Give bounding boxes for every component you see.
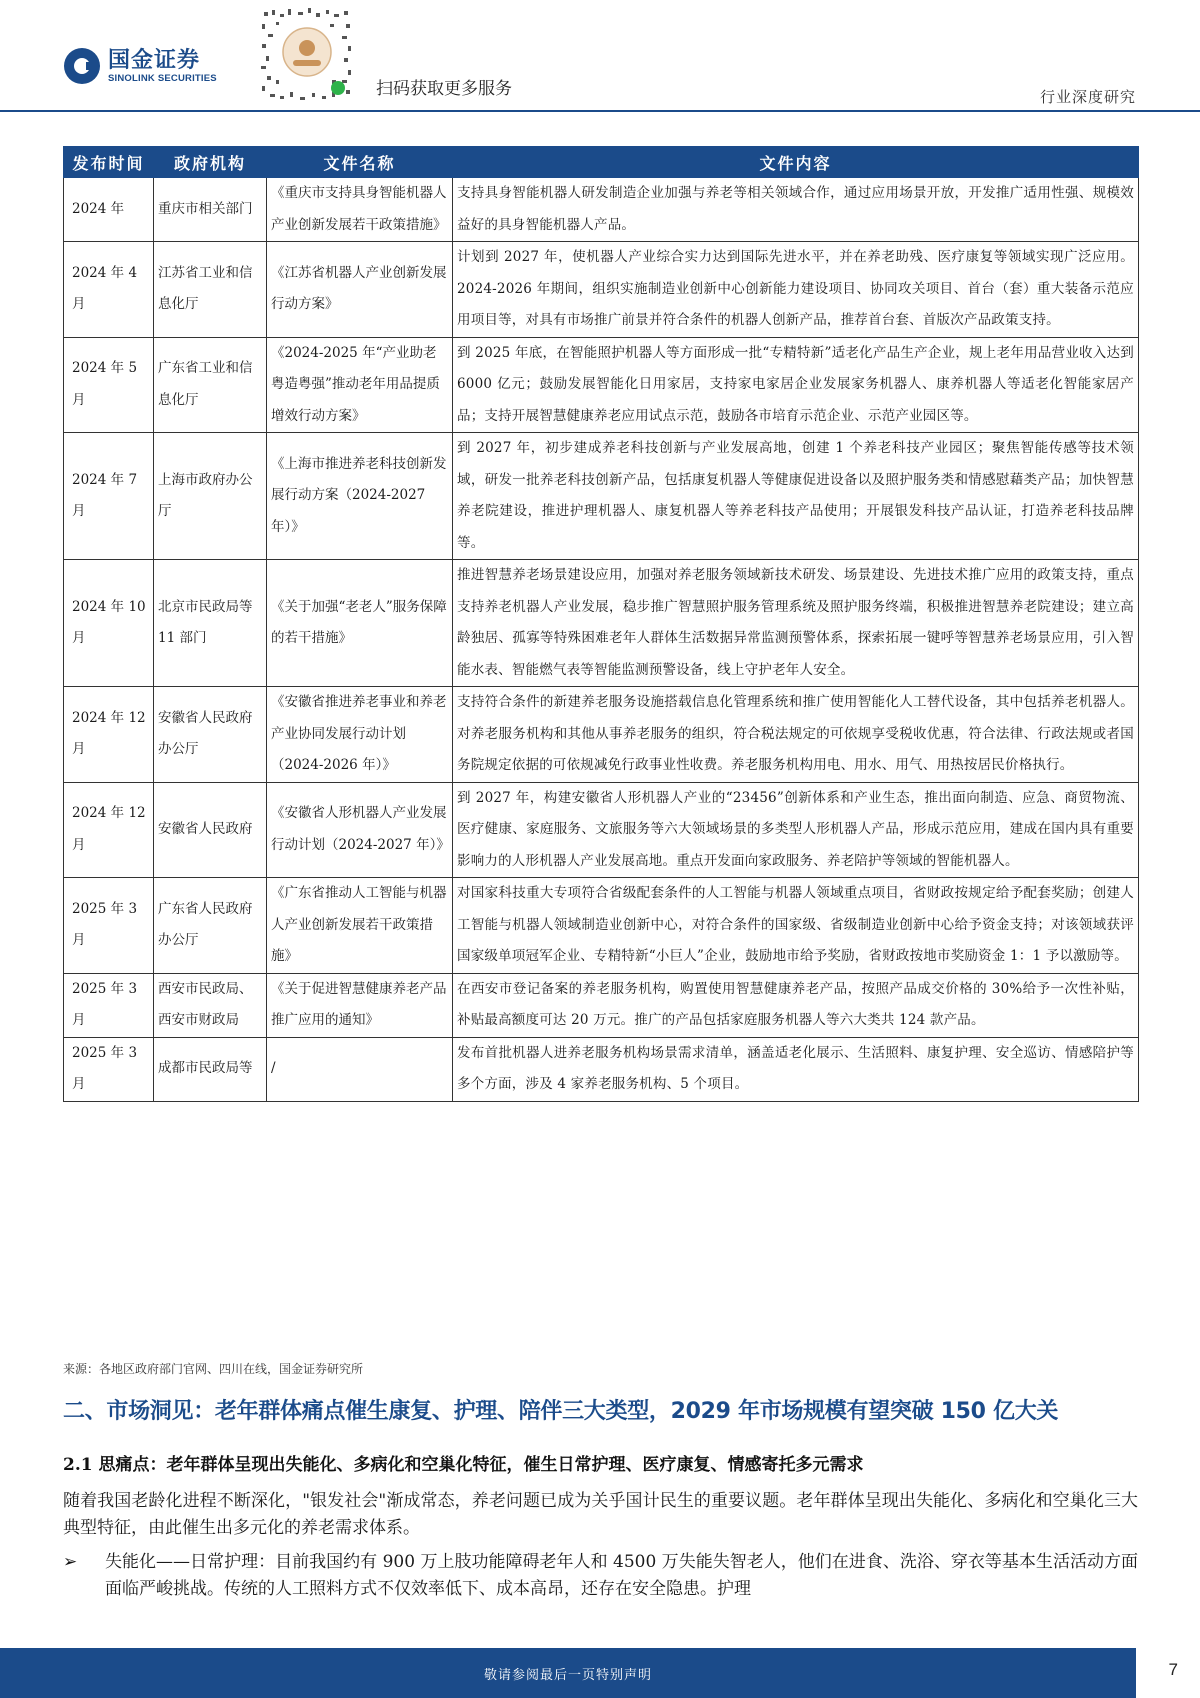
table-row <box>64 242 1139 338</box>
cell-time: 2024 年 12 月 <box>64 687 154 783</box>
subsection-heading: 2.1 思痛点：老年群体呈现出失能化、多病化和空巢化特征，催生日常护理、医疗康复、情感寄托多元需求 <box>63 1455 864 1475</box>
cell-doc: 《江苏省机器人产业创新发展行动方案》 <box>267 242 453 338</box>
logo-chinese-name: 国金证券 <box>108 47 201 73</box>
bullet-text: 失能化——日常护理：目前我国约有 900 万上肢功能障碍老年人和 4500 万失能失智老人，他们在进食、洗浴、穿衣等基本生活活动方面面临严峻挑战。传统的人工照料方式不仅效率低下、成本高昂，还存在安全隐患。护理 <box>105 1552 1138 1599</box>
cell-content: 推进智慧养老场景建设应用，加强对养老服务领域新技术研发、场景建设、先进技术推广应用的政策支持，重点支持养老机器人产业发展，稳步推广智慧照护服务管理系统及照护服务终端，积极推进智慧养老院建设；建立高龄独居、孤寡等特殊困难老年人群体生活数据异常监测预警体系，探索拓展一键呼等智慧养老场景应用，引入智能水表、智能燃气表等智能监测预警设备，线上守护老年人安全。 <box>453 560 1139 687</box>
cell-org: 上海市政府办公厅 <box>154 433 267 560</box>
table-row <box>64 687 1139 783</box>
cell-org: 广东省人民政府办公厅 <box>154 878 267 974</box>
company-logo <box>64 48 217 84</box>
column-header-content: 文件内容 <box>453 147 1139 178</box>
policy-table <box>63 146 1139 1102</box>
cell-org: 安徽省人民政府 <box>154 782 267 878</box>
arrow-bullet-icon: ➢ <box>63 1552 78 1572</box>
cell-time: 2025 年 3 月 <box>64 973 154 1037</box>
cell-doc: 《关于加强“老老人”服务保障的若干措施》 <box>267 560 453 687</box>
cell-doc: 《关于促进智慧健康养老产品推广应用的通知》 <box>267 973 453 1037</box>
bullet-item <box>63 1549 1138 1603</box>
cell-time: 2024 年 <box>64 178 154 242</box>
cell-time: 2024 年 10 月 <box>64 560 154 687</box>
table-row <box>64 178 1139 242</box>
cell-content: 在西安市登记备案的养老服务机构，购置使用智慧健康养老产品，按照产品成交价格的 30%给予一次性补贴，补贴最高额度可达 20 万元。推广的产品包括家庭服务机器人等六大类共 124 款产品。 <box>453 973 1139 1037</box>
cell-content: 支持具身智能机器人研发制造企业加强与养老等相关领域合作，通过应用场景开放，开发推广适用性强、规模效益好的具身智能机器人产品。 <box>453 178 1139 242</box>
cell-org: 江苏省工业和信息化厅 <box>154 242 267 338</box>
cell-org: 安徽省人民政府办公厅 <box>154 687 267 783</box>
cell-content: 发布首批机器人进养老服务机构场景需求清单，涵盖适老化展示、生活照料、康复护理、安全巡访、情感陪护等多个方面，涉及 4 家养老服务机构、5 个项目。 <box>453 1037 1139 1101</box>
cell-content: 到 2025 年底，在智能照护机器人等方面形成一批“专精特新”适老化产品生产企业，规上老年用品营业收入达到 6000 亿元；鼓励发展智能化日用家居，支持家电家居企业发展家务机器人、康养机器人等适老化智能家居产品；支持开展智慧健康养老应用试点示范，鼓励各市培育示范企业、示范产业园区等。 <box>453 337 1139 433</box>
cell-doc: 《安徽省人形机器人产业发展行动计划（2024-2027 年）》 <box>267 782 453 878</box>
cell-time: 2024 年 5 月 <box>64 337 154 433</box>
table-row <box>64 973 1139 1037</box>
table-row <box>64 560 1139 687</box>
scan-for-services-text: 扫码获取更多服务 <box>376 79 512 99</box>
cell-content: 计划到 2027 年，使机器人产业综合实力达到国际先进水平，并在养老助残、医疗康复等领域实现广泛应用。2024-2026 年期间，组织实施制造业创新中心创新能力建设项目、协同攻关项目、首台（套）重大装备示范应用项目等，对具有市场推广前景并符合条件的机器人创新产品，推荐首台套、首版次产品政策支持。 <box>453 242 1139 338</box>
report-type-label: 行业深度研究 <box>1039 88 1136 106</box>
cell-doc: 《上海市推进养老科技创新发展行动方案（2024-2027 年）》 <box>267 433 453 560</box>
cell-doc: 《安徽省推进养老事业和养老产业协同发展行动计划（2024-2026 年）》 <box>267 687 453 783</box>
cell-org: 西安市民政局、西安市财政局 <box>154 973 267 1037</box>
cell-time: 2024 年 12 月 <box>64 782 154 878</box>
column-header-time: 发布时间 <box>64 147 154 178</box>
table-row <box>64 878 1139 974</box>
cell-time: 2024 年 4 月 <box>64 242 154 338</box>
cell-content: 对国家科技重大专项符合省级配套条件的人工智能与机器人领域重点项目，省财政按规定给予配套奖励；创建人工智能与机器人领域制造业创新中心，对符合条件的国家级、省级制造业创新中心给予资金支持；对该领域获评国家级单项冠军企业、专精特新“小巨人”企业，鼓励地市给予奖励，省财政按地市奖励资金 1：1 予以激励等。 <box>453 878 1139 974</box>
body-paragraph: 随着我国老龄化进程不断深化，"银发社会"渐成常态，养老问题已成为关乎国计民生的重要议题。老年群体呈现出失能化、多病化和空巢化三大典型特征，由此催生出多元化的养老需求体系。 <box>63 1491 1138 1538</box>
cell-time: 2025 年 3 月 <box>64 878 154 974</box>
cell-content: 到 2027 年，初步建成养老科技创新与产业发展高地，创建 1 个养老科技产业园区；聚焦智能传感等技术领域，研发一批养老科技创新产品，包括康复机器人等健康促进设备以及照护服务类和情感慰藉类产品；加快智慧养老院建设，推进护理机器人、康复机器人等养老科技产品使用；开展银发科技产品认证，打造养老科技品牌等。 <box>453 433 1139 560</box>
page-number: 7 <box>1168 1660 1178 1679</box>
cell-content: 支持符合条件的新建养老服务设施搭载信息化管理系统和推广使用智能化人工替代设备，其中包括养老机器人。对养老服务机构和其他从事养老服务的组织，符合税法规定的可依规享受税收优惠，符合法律、行政法规或者国务院规定依据的可依规减免行政事业性收费。养老服务机构用电、用水、用气、用热按居民价格执行。 <box>453 687 1139 783</box>
cell-org: 重庆市相关部门 <box>154 178 267 242</box>
table-row <box>64 337 1139 433</box>
table-row <box>64 433 1139 560</box>
column-header-doc: 文件名称 <box>267 147 453 178</box>
page-header <box>0 0 1200 112</box>
logo-english-name: SINOLINK SECURITIES <box>108 72 217 84</box>
header-divider <box>0 110 1200 112</box>
table-row <box>64 1037 1139 1101</box>
cell-org: 成都市民政局等 <box>154 1037 267 1101</box>
cell-org: 广东省工业和信息化厅 <box>154 337 267 433</box>
section-heading: 二、市场洞见：老年群体痛点催生康复、护理、陪伴三大类型，2029 年市场规模有望突破 150 亿大关 <box>63 1399 1059 1424</box>
column-header-org: 政府机构 <box>154 147 267 178</box>
logo-mark-icon <box>64 48 100 84</box>
table-source-note: 来源：各地区政府部门官网、四川在线，国金证券研究所 <box>63 1362 364 1376</box>
cell-time: 2024 年 7 月 <box>64 433 154 560</box>
table-row <box>64 782 1139 878</box>
cell-time: 2025 年 3 月 <box>64 1037 154 1101</box>
footer-disclaimer: 敬请参阅最后一页特别声明 <box>483 1668 652 1683</box>
cell-doc: / <box>267 1037 453 1101</box>
cell-doc: 《重庆市支持具身智能机器人产业创新发展若干政策措施》 <box>267 178 453 242</box>
cell-org: 北京市民政局等 11 部门 <box>154 560 267 687</box>
cell-doc: 《2024-2025 年“产业助老粤造粤强”推动老年用品提质增效行动方案》 <box>267 337 453 433</box>
cell-content: 到 2027 年，构建安徽省人形机器人产业的“23456”创新体系和产业生态，推出面向制造、应急、商贸物流、医疗健康、家庭服务、文旅服务等六大领域场景的多类型人形机器人产品，形成示范应用，建成在国内具有重要影响力的人形机器人产业发展高地。重点开发面向家政服务、养老陪护等领域的智能机器人。 <box>453 782 1139 878</box>
cell-doc: 《广东省推动人工智能与机器人产业创新发展若干政策措施》 <box>267 878 453 974</box>
qr-code-icon[interactable] <box>258 6 356 104</box>
table-header-row <box>64 147 1139 178</box>
